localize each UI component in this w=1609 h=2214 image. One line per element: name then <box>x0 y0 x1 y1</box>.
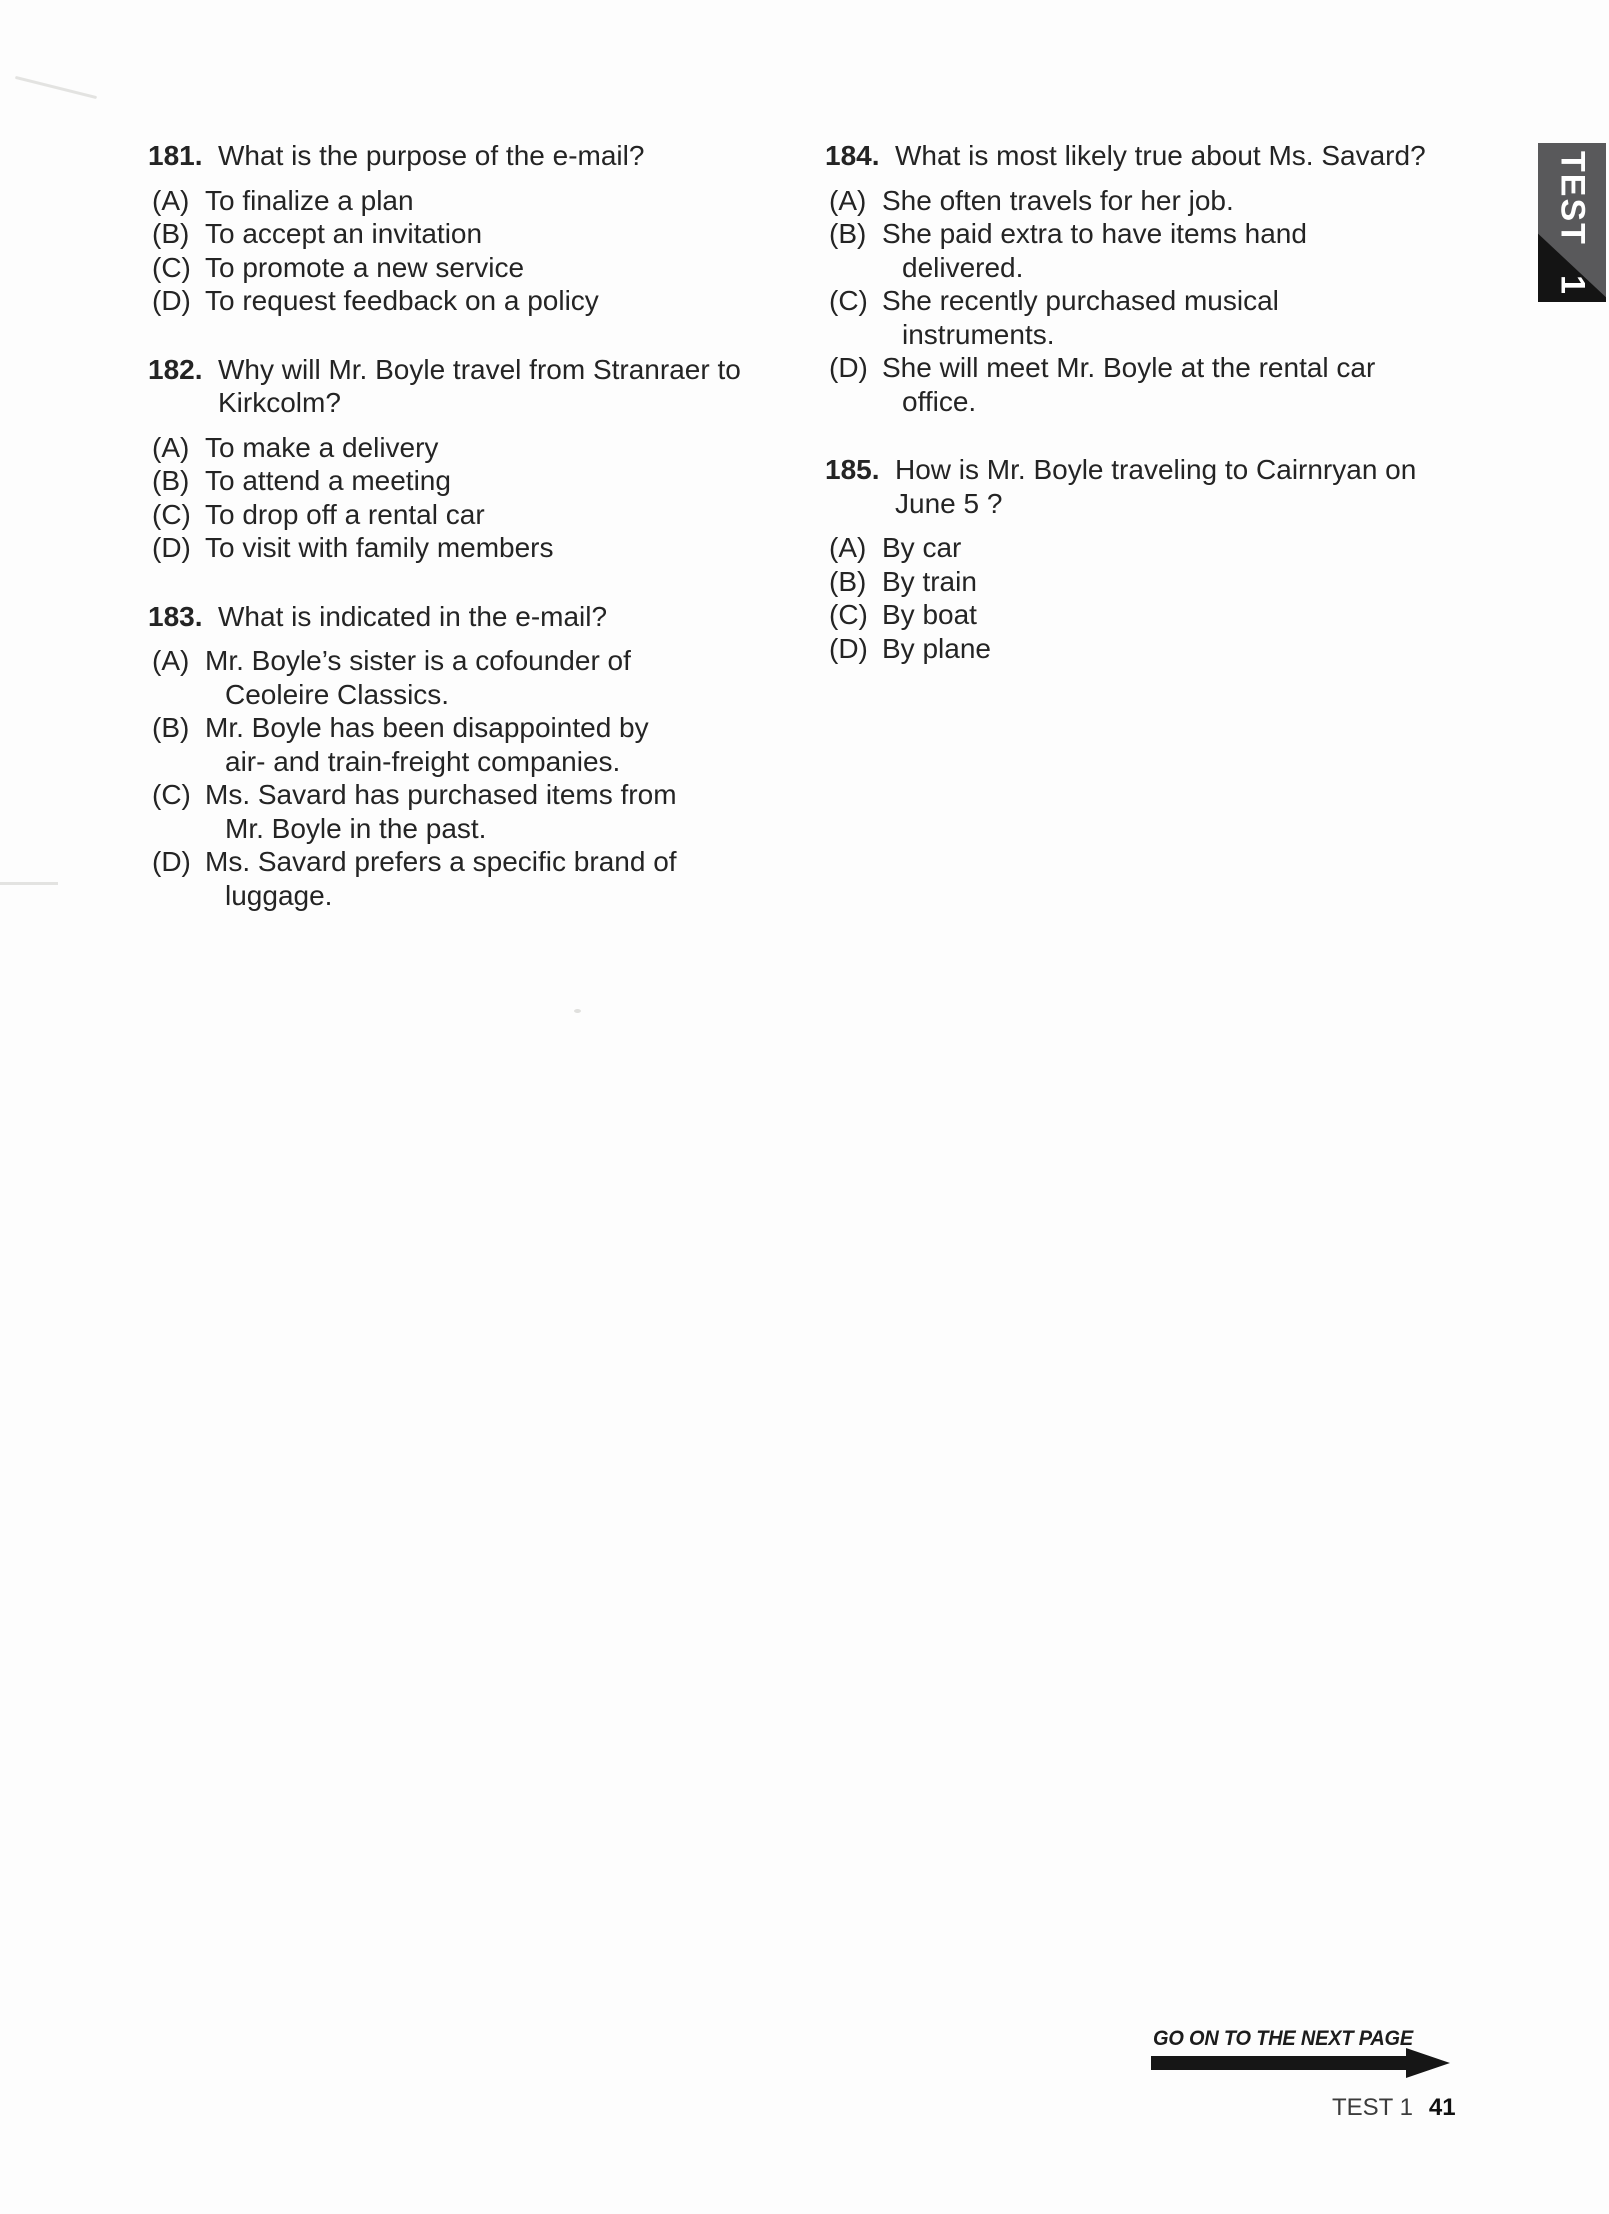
scan-artifact-dot <box>574 1009 581 1013</box>
option-letter: (C) <box>829 285 868 316</box>
question-181 <box>148 139 798 318</box>
option-c <box>152 498 798 532</box>
option-letter: (A) <box>152 431 190 463</box>
option-letter: (C) <box>152 498 191 530</box>
tab-test-number: 1 <box>1553 275 1592 294</box>
scan-artifact-edge-line <box>0 882 58 885</box>
scan-artifact-curl <box>15 76 97 99</box>
option-text: By train <box>882 565 977 597</box>
option-b <box>829 565 1465 599</box>
option-a <box>829 184 1465 218</box>
option-text: To promote a new service <box>205 251 525 283</box>
option-b <box>829 217 1465 284</box>
question-185 <box>825 453 1465 665</box>
tab-test-label: TEST <box>1553 151 1592 246</box>
option-letter: (D) <box>152 846 191 877</box>
option-c <box>152 778 798 845</box>
question-184 <box>825 139 1465 418</box>
footer-page-number: 41 <box>1428 2094 1456 2121</box>
option-text: To visit with family members <box>205 532 554 563</box>
option-b <box>152 711 798 778</box>
question-number: 183. <box>148 600 203 632</box>
option-text: Mr. Boyle has been disappointed by air- and train-freight companies. <box>205 712 649 777</box>
option-letter: (C) <box>829 599 868 630</box>
option-letter: (D) <box>829 632 868 664</box>
option-text: By car <box>882 532 962 563</box>
option-text: She often travels for her job. <box>882 184 1234 216</box>
footer-test-label: TEST 1 <box>1332 2094 1413 2121</box>
option-text: Ms. Savard has purchased items from Mr. Boyle in the past. <box>205 779 677 844</box>
go-on-label: GO ON TO THE NEXT PAGE <box>1153 2027 1414 2050</box>
option-b <box>152 464 798 498</box>
option-letter: (B) <box>829 565 867 597</box>
option-text: Mr. Boyle’s sister is a cofounder of Ceoleire Classics. <box>205 645 631 710</box>
option-text: To make a delivery <box>205 431 439 463</box>
question-text: What is indicated in the e-mail? <box>218 600 608 632</box>
next-page-arrow <box>1151 2056 1409 2070</box>
option-c <box>829 598 1465 632</box>
option-text: To request feedback on a policy <box>205 285 599 316</box>
question-number: 181. <box>148 140 203 171</box>
option-d <box>152 531 798 565</box>
option-letter: (B) <box>829 218 867 249</box>
question-number: 184. <box>825 140 880 171</box>
option-b <box>152 217 798 251</box>
options-list <box>148 184 798 318</box>
option-letter: (C) <box>152 779 191 810</box>
question-number: 182. <box>148 353 203 385</box>
option-text: By boat <box>882 599 977 630</box>
options-list <box>825 184 1465 419</box>
question-column-left <box>148 139 798 947</box>
page-footer <box>1332 2094 1456 2122</box>
option-letter: (D) <box>152 532 191 563</box>
option-d <box>829 351 1465 418</box>
question-number: 185. <box>825 454 880 485</box>
option-letter: (A) <box>152 184 190 216</box>
option-letter: (B) <box>152 218 190 249</box>
option-c <box>829 284 1465 351</box>
option-text: Ms. Savard prefers a specific brand of luggage. <box>205 846 677 911</box>
option-text: She will meet Mr. Boyle at the rental car office. <box>882 352 1376 417</box>
question-182 <box>148 353 798 565</box>
options-list <box>148 644 798 912</box>
option-text: To attend a meeting <box>205 465 451 496</box>
question-text: What is most likely true about Ms. Savard? <box>895 140 1426 171</box>
option-letter: (A) <box>829 184 867 216</box>
options-list <box>825 531 1465 665</box>
option-letter: (A) <box>152 645 190 676</box>
option-a <box>829 531 1465 565</box>
option-letter: (B) <box>152 465 190 496</box>
question-text: What is the purpose of the e-mail? <box>218 140 645 171</box>
question-column-right <box>825 139 1465 700</box>
option-a <box>152 431 798 465</box>
option-d <box>152 845 798 912</box>
option-letter: (A) <box>829 532 867 563</box>
option-a <box>152 644 798 711</box>
test-section-tab <box>1538 143 1606 302</box>
option-text: To finalize a plan <box>205 184 414 216</box>
question-text: Why will Mr. Boyle travel from Stranraer to Kirkcolm? <box>218 353 741 418</box>
option-text: By plane <box>882 632 991 664</box>
option-text: To accept an invitation <box>205 218 483 249</box>
question-183 <box>148 600 798 913</box>
option-text: She paid extra to have items hand delivered. <box>882 218 1307 283</box>
option-a <box>152 184 798 218</box>
next-page-arrow-head <box>1406 2048 1450 2078</box>
option-c <box>152 251 798 285</box>
option-d <box>829 632 1465 666</box>
question-text: How is Mr. Boyle traveling to Cairnryan on June 5 ? <box>895 454 1417 519</box>
option-letter: (D) <box>829 352 868 383</box>
option-letter: (D) <box>152 285 191 316</box>
option-letter: (C) <box>152 251 191 283</box>
option-d <box>152 284 798 318</box>
option-text: To drop off a rental car <box>205 498 485 530</box>
option-text: She recently purchased musical instruments. <box>882 285 1279 350</box>
options-list <box>148 431 798 565</box>
option-letter: (B) <box>152 712 190 743</box>
